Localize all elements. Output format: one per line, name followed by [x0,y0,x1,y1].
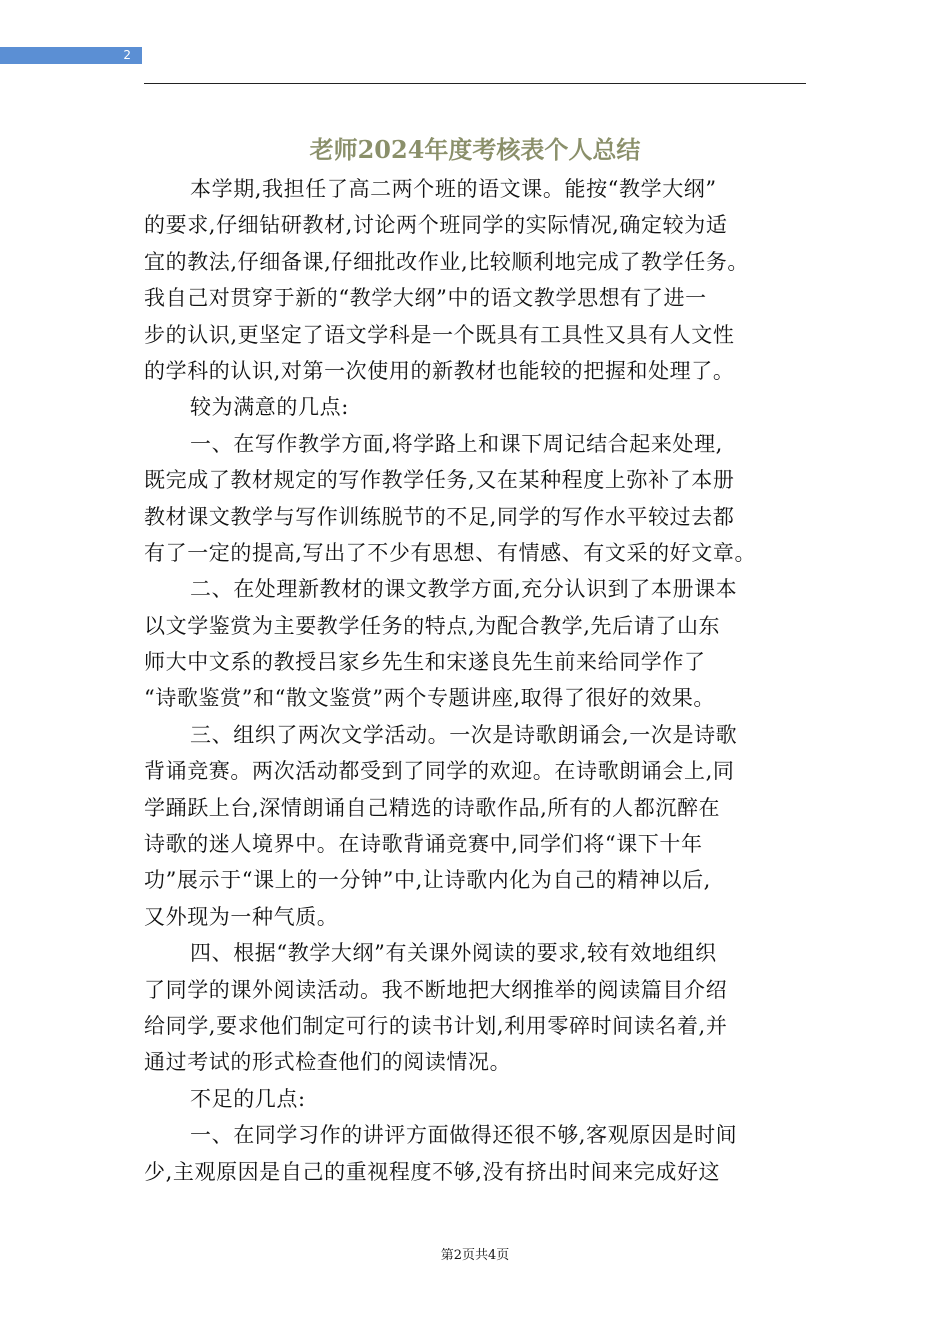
text-line: 师大中文系的教授吕家乡先生和宋遂良先生前来给同学作了 [144,650,706,675]
text-line: 既完成了教材规定的写作教学任务,又在某种程度上弥补了本册 [144,468,735,493]
text-line: 以文学鉴赏为主要教学任务的特点,为配合教学,先后请了山东 [144,613,721,638]
text-line: 学踊跃上台,深情朗诵自己精选的诗歌作品,所有的人都沉醉在 [144,795,721,820]
text-line: 二、在处理新教材的课文教学方面,充分认识到了本册课本 [190,577,738,602]
text-line: 三、组织了两次文学活动。一次是诗歌朗诵会,一次是诗歌 [190,722,738,747]
document-title: 老师2024年度考核表个人总结 [309,135,641,164]
text-line: 一、在写作教学方面,将学路上和课下周记结合起来处理, [190,431,723,456]
text-line: 四、根据“教学大纲”有关课外阅读的要求,较有效地组织 [190,941,717,966]
text-line: 的要求,仔细钻研教材,讨论两个班同学的实际情况,确定较为适 [144,213,728,238]
document-body [144,171,816,1190]
text-line: 不足的几点: [190,1086,306,1111]
header-rule [144,83,806,84]
text-line: 又外现为一种气质。 [144,904,339,929]
text-line: 一、在同学习作的讲评方面做得还很不够,客观原因是时间 [190,1123,738,1148]
text-line: 少,主观原因是自己的重视程度不够,没有挤出时间来完成好这 [144,1159,721,1184]
text-line: 有了一定的提高,写出了不少有思想、有情感、有文采的好文章。 [144,540,757,565]
text-line: “诗歌鉴赏”和“散文鉴赏”两个专题讲座,取得了很好的效果。 [144,686,716,711]
text-line: 了同学的课外阅读活动。我不断地把大纲推举的阅读篇目介绍 [144,977,728,1002]
text-line: 的学科的认识,对第一次使用的新教材也能较的把握和处理了。 [144,358,735,383]
text-line: 背诵竞赛。两次活动都受到了同学的欢迎。在诗歌朗诵会上,同 [144,759,735,784]
text-line: 给同学,要求他们制定可行的读书计划,利用零碎时间读名着,并 [144,1013,728,1038]
text-line: 通过考试的形式检查他们的阅读情况。 [144,1050,512,1075]
page-tab [0,47,142,64]
text-line: 我自己对贯穿于新的“教学大纲”中的语文教学思想有了进一 [144,286,707,311]
text-line: 功”展示于“课上的一分钟”中,让诗歌内化为自己的精神以后, [144,868,711,893]
page-footer: 第2页共4页 [440,1248,510,1263]
text-line: 本学期,我担任了高二两个班的语文课。能按“教学大纲” [190,177,717,201]
text-line: 宜的教法,仔细备课,仔细批改作业,比较顺利地完成了教学任务。 [144,249,750,274]
text-line: 教材课文教学与写作训练脱节的不足,同学的写作水平较过去都 [144,504,735,529]
text-line: 步的认识,更坚定了语文学科是一个既具有工具性又具有人文性 [144,322,735,347]
text-line: 较为满意的几点: [190,395,349,420]
text-line: 诗歌的迷人境界中。在诗歌背诵竞赛中,同学们将“课下十年 [144,832,703,857]
header-page-number: 2 [123,48,131,62]
